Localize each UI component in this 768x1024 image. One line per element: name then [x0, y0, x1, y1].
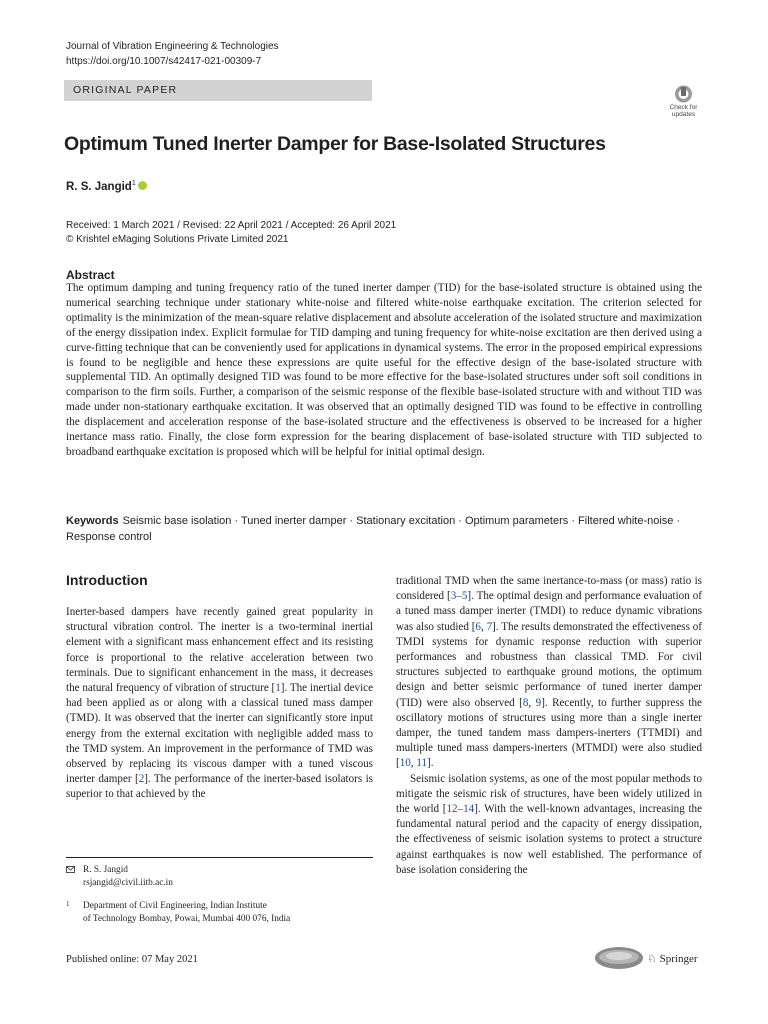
- check-updates-text-2: updates: [671, 111, 696, 118]
- copyright: © Krishtel eMaging Solutions Private Limited 2021: [66, 234, 289, 245]
- check-updates-icon: [665, 84, 702, 104]
- body-text: traditional TMD when the same inertance-to-mass (or mass) ratio is considered [: [396, 575, 702, 603]
- springer-brand[interactable]: [647, 952, 698, 965]
- author-name[interactable]: R. S. Jangid: [66, 180, 132, 193]
- body-text: ]. The inertial device had been applied as or along with a classical tuned mass damper (TMD). It was observed that the inerter can significantly store input energy from the external excitation with negligible added mass to the TMD system. An improvement in the performance of TMD was observed by replacing its viscous damper with a tuned viscous inerter damper [: [66, 682, 374, 786]
- body-text: ]. Recently, to further suppress the oscillatory motions of structures using more than a single inerter damper, the tuned tandem mass dampers-inerters (TTMDI) and multiple tuned mass dampers-inerters (MTMDI) were also studied [: [396, 696, 702, 770]
- springer-label: Springer: [659, 953, 698, 965]
- article-title: Optimum Tuned Inerter Damper for Base-Isolated Structures: [64, 133, 606, 155]
- corresponding-author-footnote: [66, 864, 173, 889]
- body-text: ,: [528, 696, 536, 709]
- abstract-text: The optimum damping and tuning frequency ratio of the tuned inerter damper (TID) for the base-isolated structure is obtained using the numerical searching technique under stationary white-noise and filtered white-noise earthquake excitation. The criterion selected for optimality is the minimization of the mean-square relative displacement and absolute acceleration of the isolated structure and maximization of the energy dissipation index. Explicit formulae for TID damping and tuning frequency for white-noise excitation are then derived using a curve-fitting technique that can be conveniently used for applications in dynamical systems. The error in the proposed empirical expressions is found to be negligible and hence these expressions are quite useful for the effective design of the base-isolated structure with supplemental TID. An optimally designed TID was found to be more effective for the base-isolated structures under soft soil conditions in comparison to the firm soils. Further, a comparison of the seismic response of the flexible base-isolated structure with and without TID was made under non-stationary earthquake excitation. It was observed that an optimally designed TID was found to be effective in controlling the displacement and acceleration response of the base-isolated structure and the effectiveness is observed to be increased for a higher inertance mass ratio. Finally, the close form expression for the bearing displacement of base-isolated structure with TID subjected to broadband earthquake excitation is proposed which will be helpful for initial optimal design.: [66, 282, 702, 458]
- section-label: ORIGINAL PAPER: [73, 84, 178, 96]
- paragraph: [396, 574, 702, 772]
- citation-link[interactable]: 1: [275, 682, 281, 695]
- author-affiliation-sup: 1: [131, 180, 136, 187]
- body-text: ,: [480, 620, 487, 633]
- citation-link[interactable]: 3–5: [450, 590, 468, 603]
- author-email[interactable]: rsjangid@civil.iitb.ac.in: [83, 877, 173, 888]
- check-for-updates-badge[interactable]: [665, 84, 702, 122]
- citation-link[interactable]: 12–14: [446, 803, 475, 816]
- envelope-icon: [66, 866, 75, 873]
- history-dates: Received: 1 March 2021 / Revised: 22 April 2021 / Accepted: 26 April 2021: [66, 220, 397, 231]
- springer-horse-icon: ♘: [647, 953, 657, 965]
- affiliation-line-1: Department of Civil Engineering, Indian Institute: [83, 901, 267, 911]
- keywords-text: Seismic base isolation · Tuned inerter damper · Stationary excitation · Optimum parameters · Filtered white-noise · Response control: [66, 515, 681, 543]
- publisher-ornament-icon: [594, 945, 644, 971]
- body-column-right: [396, 574, 702, 878]
- body-text: ,: [410, 757, 417, 770]
- body-text: ]. The optimal design and performance evaluation of a tuned mass damper inerter (TMDI) to reduce dynamic vibrations was also studied [: [396, 590, 702, 633]
- affiliation-number: 1: [66, 900, 70, 908]
- orcid-icon[interactable]: [138, 181, 147, 190]
- citation-link[interactable]: 2: [138, 773, 145, 786]
- journal-header: [66, 40, 279, 69]
- keywords-label: Keywords: [66, 515, 119, 527]
- introduction-heading: Introduction: [66, 572, 148, 588]
- citation-link[interactable]: 7: [486, 620, 493, 633]
- body-text: ]. With the well-known advantages, increasing the fundamental natural period and the capacity of energy dissipation, the effectiveness of seismic isolation systems to protect a structure against earthquakes is now well established. The performance of base isolation considering the: [396, 803, 702, 876]
- citation-link[interactable]: 6: [475, 620, 481, 633]
- body-text: ]. The performance of the inerter-based isolators is superior to that achieved by the: [66, 773, 373, 801]
- keywords: [66, 513, 702, 545]
- section-band: [64, 80, 372, 101]
- body-text: ]. The results demonstrated the effectiveness of TMDI systems for dynamic response reduction with superior performances and robustness than classical TMD. For civil structures subjected to earthquake ground motions, the optimum design and better seismic performance of tuned inerter damper (TID) were also observed [: [396, 620, 702, 709]
- article-dates: [66, 219, 396, 247]
- affiliation-footnote: [66, 900, 290, 925]
- citation-link[interactable]: 10: [399, 757, 411, 770]
- corresponding-author-name: R. S. Jangid: [83, 865, 128, 875]
- body-column-left: [66, 605, 373, 803]
- check-updates-text-1: Check for: [669, 104, 698, 111]
- affiliation-line-2: of Technology Bombay, Powai, Mumbai 400 076, India: [83, 913, 291, 924]
- citation-link[interactable]: 9: [535, 696, 542, 709]
- citation-link[interactable]: 11: [416, 757, 428, 770]
- body-text: ].: [427, 757, 434, 770]
- paragraph: [396, 772, 702, 878]
- footnote-rule: [66, 857, 373, 858]
- journal-name: Journal of Vibration Engineering & Technologies: [66, 41, 279, 52]
- author-line: [66, 180, 147, 193]
- citation-link[interactable]: 8: [522, 696, 529, 709]
- abstract-heading: Abstract: [66, 268, 115, 282]
- body-text: Inerter-based dampers have recently gained great popularity in structural vibration control. The inerter is a two-terminal inertial element with a significant mass enhancement effect and its resisting force is proportional to the relative acceleration between two terminals. Due to significant enhancement in the mass, it decreases the natural frequency of vibration of structure [: [66, 606, 373, 695]
- doi-link[interactable]: https://doi.org/10.1007/s42417-021-00309-7: [66, 55, 262, 67]
- published-date: Published online: 07 May 2021: [66, 954, 198, 965]
- body-text: Seismic isolation systems, as one of the most popular methods to mitigate the seismic risk of structures, have been widely utilized in the world [: [396, 772, 702, 816]
